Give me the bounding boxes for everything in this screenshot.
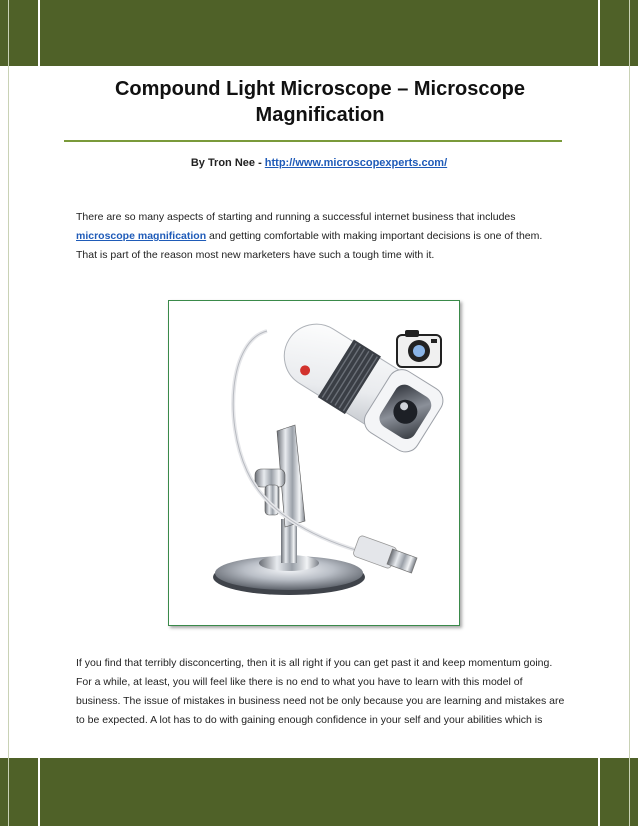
right-border-line: [629, 0, 630, 826]
paragraph-intro-end: and getting comfortable with making important decisions is one of them. That is part of the reason most new marketers have such a tough time with it.: [76, 230, 543, 261]
microscope-photo: [168, 300, 460, 626]
microscope-magnification-link[interactable]: microscope magnification: [76, 230, 207, 242]
byline-link[interactable]: http://www.microscopexperts.com/: [264, 157, 448, 169]
paragraph-intro: [76, 208, 566, 265]
paragraph-body: If you find that terribly disconcerting, then it is all right if you can get past it and keep momentum going. For a while, at least, you will feel like there is no end to what you have to learn with this model of business. The issue of mistakes in business need not be only because you are learning and mistakes are to be expected. A lot has to do with gaining enough confidence in your self and your abilities which is: [76, 657, 565, 726]
right-border-line-inner: [598, 0, 600, 826]
usb-digital-microscope-photo: [169, 301, 459, 625]
header-band: [0, 0, 638, 66]
byline-author: By Tron Nee -: [190, 157, 265, 169]
left-border-line: [8, 0, 9, 826]
paragraph-intro-start: There are so many aspects of starting and running a successful internet business that includes: [76, 211, 516, 223]
byline: [0, 157, 638, 169]
camera-icon: [397, 330, 441, 367]
title-divider: [64, 140, 562, 142]
left-border-line-inner: [38, 0, 40, 826]
page-title: Compound Light Microscope – Microscope Magnification: [114, 78, 526, 126]
footer-band: [0, 758, 638, 826]
